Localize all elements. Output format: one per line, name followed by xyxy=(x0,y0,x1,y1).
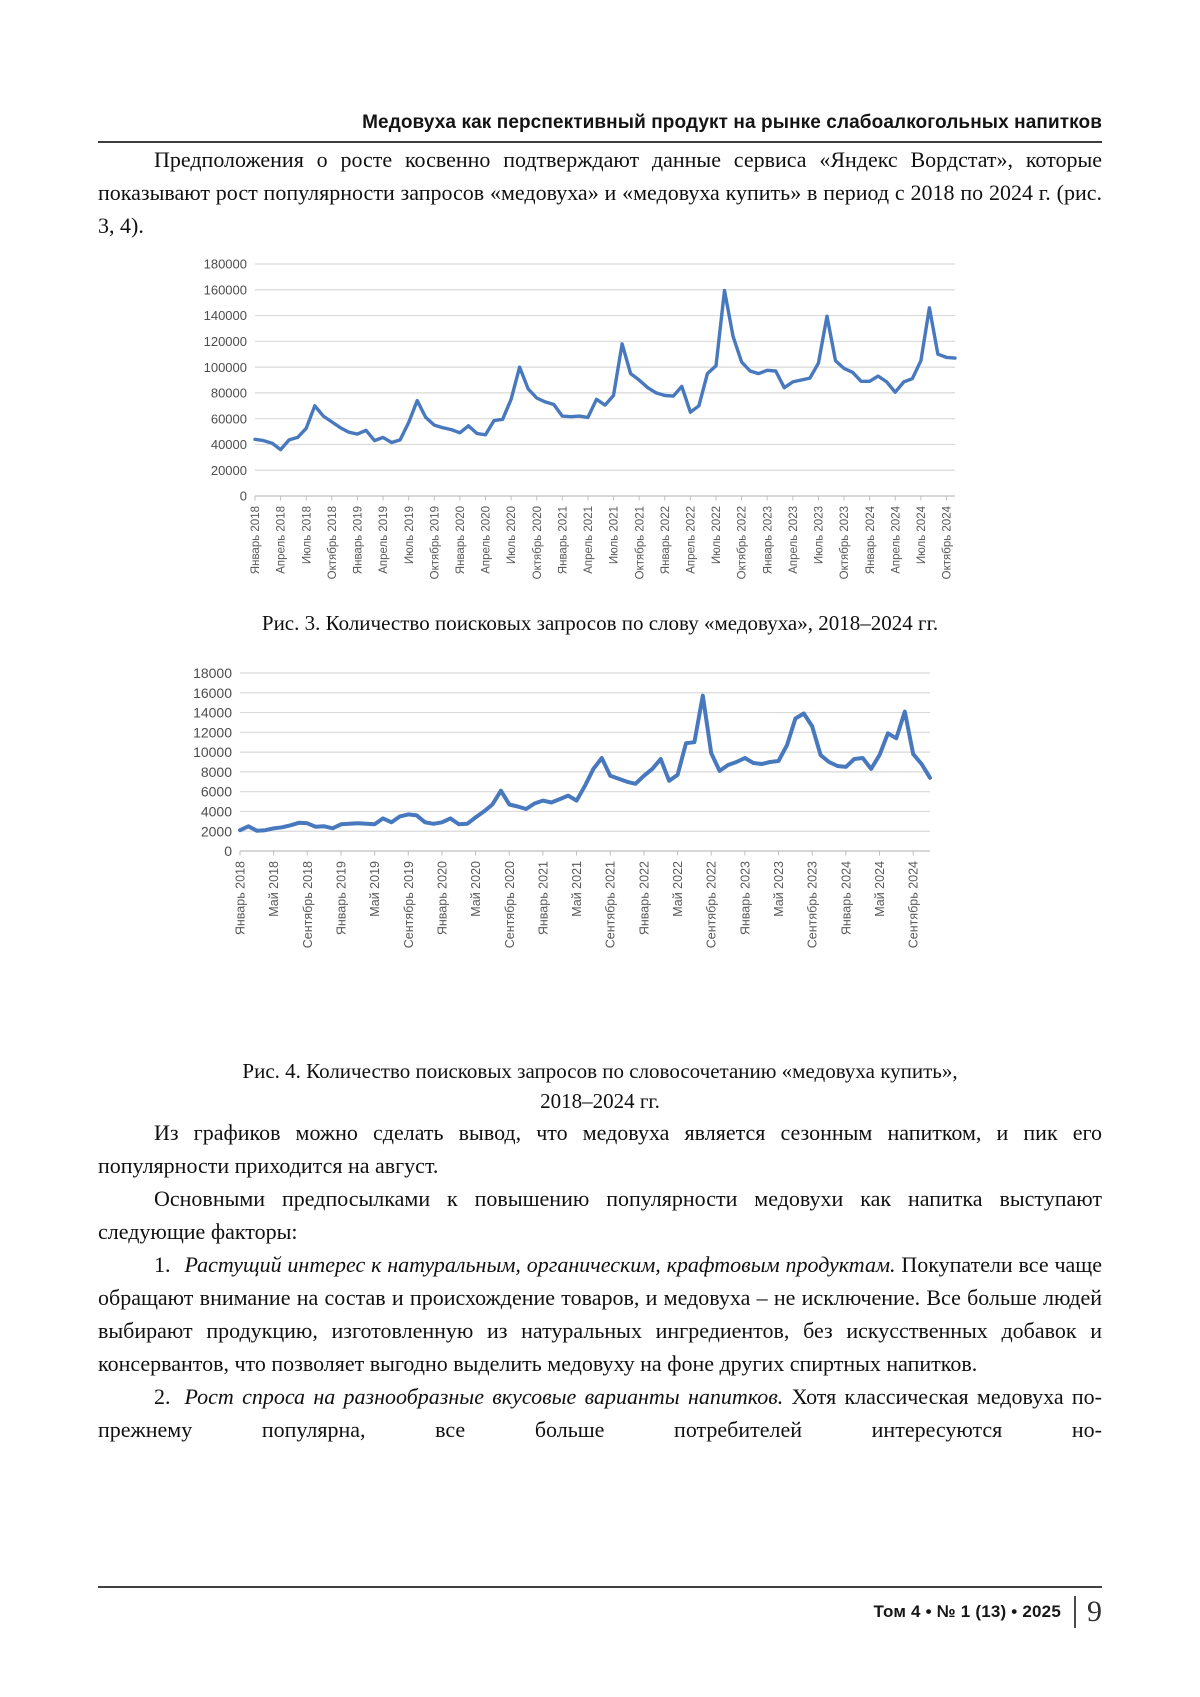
analysis-paragraph-2: Основными предпосылками к повышению популярности медовухи как напитка выступают следующие факторы: xyxy=(98,1186,1102,1244)
svg-text:100000: 100000 xyxy=(203,359,247,375)
svg-text:Октябрь 2024: Октябрь 2024 xyxy=(941,506,954,580)
svg-text:Январь 2019: Январь 2019 xyxy=(334,861,349,936)
svg-text:20000: 20000 xyxy=(210,462,247,478)
svg-text:Октябрь 2021: Октябрь 2021 xyxy=(634,506,647,580)
footer-rule xyxy=(98,1586,1102,1588)
svg-text:Май 2020: Май 2020 xyxy=(469,861,484,917)
svg-text:Июль 2022: Июль 2022 xyxy=(711,506,724,565)
factor-item-1 xyxy=(98,1248,1102,1380)
svg-text:Июль 2023: Июль 2023 xyxy=(813,506,826,565)
svg-text:180000: 180000 xyxy=(203,256,247,272)
svg-text:Июль 2020: Июль 2020 xyxy=(506,506,519,565)
svg-text:Май 2022: Май 2022 xyxy=(671,861,686,917)
svg-text:Январь 2021: Январь 2021 xyxy=(536,861,551,936)
factor-2-lead-italic: Рост спроса на разнообразные вкусовые варианты напитков. xyxy=(184,1384,784,1409)
footer-separator xyxy=(1074,1596,1076,1628)
page-number: 9 xyxy=(1087,1595,1102,1628)
svg-text:Январь 2023: Январь 2023 xyxy=(762,506,775,575)
fig3-caption: Рис. 3. Количество поисковых запросов по слову «медовуха», 2018–2024 гг. xyxy=(261,611,939,635)
svg-text:Январь 2022: Январь 2022 xyxy=(659,506,672,575)
figure-3 xyxy=(190,256,1102,608)
svg-text:Июль 2019: Июль 2019 xyxy=(403,506,416,565)
factor-1-number: 1. xyxy=(154,1252,171,1277)
svg-text:Октябрь 2023: Октябрь 2023 xyxy=(839,506,852,580)
svg-text:Апрель 2019: Апрель 2019 xyxy=(378,506,391,574)
factor-1-lead-italic: Растущий интерес к натуральным, органическим, крафтовым продуктам. xyxy=(184,1252,896,1277)
svg-text:Январь 2021: Январь 2021 xyxy=(557,506,570,575)
svg-text:Октябрь 2018: Октябрь 2018 xyxy=(326,506,339,580)
svg-text:Январь 2020: Январь 2020 xyxy=(435,861,450,936)
svg-text:Январь 2024: Январь 2024 xyxy=(839,861,854,936)
svg-text:Январь 2024: Январь 2024 xyxy=(864,506,877,575)
svg-text:Январь 2023: Январь 2023 xyxy=(738,861,753,936)
svg-text:Январь 2020: Январь 2020 xyxy=(455,506,468,575)
svg-text:0: 0 xyxy=(224,843,232,860)
factor-2-number: 2. xyxy=(154,1384,171,1409)
fig4-caption-line1: Рис. 4. Количество поисковых запросов по словосочетанию «медовуха купить», xyxy=(242,1059,958,1083)
svg-text:Май 2018: Май 2018 xyxy=(267,861,282,917)
search-trend-line xyxy=(240,696,930,831)
fig4-line-chart xyxy=(190,664,990,994)
svg-text:Сентябрь 2018: Сентябрь 2018 xyxy=(300,861,315,949)
gridlines xyxy=(240,673,930,856)
svg-text:Апрель 2021: Апрель 2021 xyxy=(583,506,596,574)
svg-text:18000: 18000 xyxy=(193,665,232,682)
svg-text:Май 2021: Май 2021 xyxy=(570,861,585,917)
svg-text:80000: 80000 xyxy=(210,385,247,401)
axis-labels xyxy=(204,257,954,580)
svg-text:Сентябрь 2022: Сентябрь 2022 xyxy=(704,861,719,949)
fig3-line-chart xyxy=(190,256,970,608)
svg-text:6000: 6000 xyxy=(200,783,232,800)
svg-text:Сентябрь 2023: Сентябрь 2023 xyxy=(805,861,820,949)
svg-text:4000: 4000 xyxy=(200,803,232,820)
svg-text:140000: 140000 xyxy=(203,308,247,324)
svg-text:Июль 2024: Июль 2024 xyxy=(915,506,928,565)
svg-text:Январь 2022: Январь 2022 xyxy=(637,861,652,936)
svg-text:Октябрь 2020: Октябрь 2020 xyxy=(531,506,544,580)
journal-issue-info: Том 4 • № 1 (13) • 2025 xyxy=(873,1602,1061,1621)
factor-2-text: Хотя классическая медовуха по-прежнему популярна, все больше потребителей интересуются но- xyxy=(98,1384,1103,1442)
svg-text:Апрель 2018: Апрель 2018 xyxy=(275,506,288,574)
factor-1-text: Покупатели все чаще обращают внимание на состав и происхождение товаров, и медовуха – не исключение. Все больше людей выбирают продукцию, изготовленную из натуральных ингредиентов, без искусственных добавок и консервантов, что позволяет выгодно выделить медовуху на фоне других спиртных напитков. xyxy=(98,1252,1102,1376)
svg-text:Сентябрь 2021: Сентябрь 2021 xyxy=(603,861,618,949)
svg-text:Май 2023: Май 2023 xyxy=(772,861,787,917)
running-header xyxy=(98,112,1102,134)
svg-text:Июль 2018: Июль 2018 xyxy=(301,506,314,565)
axis-labels xyxy=(193,665,921,948)
figure-4 xyxy=(190,664,1102,994)
svg-text:Апрель 2023: Апрель 2023 xyxy=(787,506,800,574)
svg-text:40000: 40000 xyxy=(210,437,247,453)
svg-text:Январь 2018: Январь 2018 xyxy=(250,506,263,575)
svg-text:Октябрь 2022: Октябрь 2022 xyxy=(736,506,749,580)
gridlines xyxy=(255,264,955,501)
svg-text:12000: 12000 xyxy=(193,724,232,741)
svg-text:Июль 2021: Июль 2021 xyxy=(608,506,621,565)
svg-text:Сентябрь 2019: Сентябрь 2019 xyxy=(401,861,416,949)
intro-paragraph: Предположения о росте косвенно подтверждают данные сервиса «Яндекс Вордстат», которые показывают рост популярности запросов «медовуха» и «медовуха купить» в период с 2018 по 2024 г. (рис. 3, 4). xyxy=(98,147,1102,238)
factor-item-2 xyxy=(98,1380,1102,1446)
svg-text:Октябрь 2019: Октябрь 2019 xyxy=(429,506,442,580)
svg-text:Май 2024: Май 2024 xyxy=(873,861,888,917)
page-footer xyxy=(98,1586,1102,1628)
svg-text:120000: 120000 xyxy=(203,334,247,350)
svg-text:10000: 10000 xyxy=(193,744,232,761)
svg-text:16000: 16000 xyxy=(193,684,232,701)
svg-text:Сентябрь 2020: Сентябрь 2020 xyxy=(502,861,517,949)
search-trend-line xyxy=(255,290,955,449)
svg-text:Апрель 2024: Апрель 2024 xyxy=(890,506,903,574)
svg-text:60000: 60000 xyxy=(210,411,247,427)
svg-text:8000: 8000 xyxy=(200,763,232,780)
svg-text:0: 0 xyxy=(239,488,247,504)
svg-text:Сентябрь 2024: Сентябрь 2024 xyxy=(906,861,921,949)
svg-text:Апрель 2022: Апрель 2022 xyxy=(685,506,698,574)
analysis-paragraph-1: Из графиков можно сделать вывод, что медовуха является сезонным напитком, и пик его популярности приходится на август. xyxy=(98,1120,1102,1178)
svg-text:160000: 160000 xyxy=(203,282,247,298)
svg-text:Январь 2018: Январь 2018 xyxy=(233,861,248,936)
svg-text:Январь 2019: Январь 2019 xyxy=(352,506,365,575)
fig4-caption-line2: 2018–2024 гг. xyxy=(540,1089,660,1113)
svg-text:14000: 14000 xyxy=(193,704,232,721)
fig4-caption xyxy=(98,1056,1102,1116)
svg-text:Май 2019: Май 2019 xyxy=(368,861,383,917)
running-header-text: Медовуха как перспективный продукт на рынке слабоалкогольных напитков xyxy=(362,112,1102,133)
svg-text:2000: 2000 xyxy=(200,823,232,840)
svg-text:Апрель 2020: Апрель 2020 xyxy=(480,506,493,574)
